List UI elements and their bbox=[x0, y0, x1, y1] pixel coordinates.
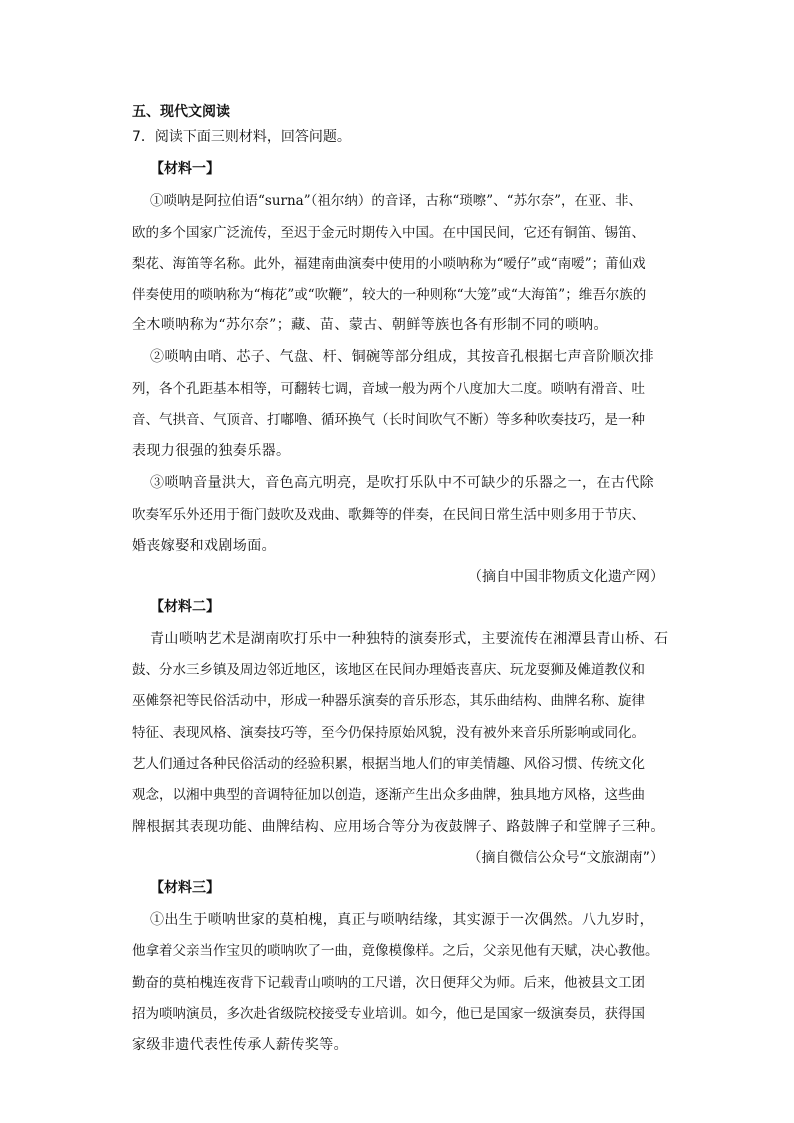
text-line: 观念，以湘中典型的音调特征加以创造，逐渐产生出众多曲牌，独具地方风格，这些曲 bbox=[132, 787, 645, 803]
text-line: 表现力很强的独奏乐器。 bbox=[132, 443, 291, 459]
text-line: 招为唢呐演员，多次赴省级院校接受专业培训。如今，他已是国家一级演奏员，获得国 bbox=[132, 1006, 645, 1022]
material2-source: （摘自微信公众号“文旅湖南”） bbox=[467, 850, 664, 866]
text-line: 伴奏使用的唢呐称为“梅花”或“吹鞭”，较大的一种则称“大笼”或“大海笛”；维吾尔族的 bbox=[132, 287, 647, 303]
text-line: 勤奋的莫柏槐连夜背下记载青山唢呐的工尺谱，次日便拜父为师。后来，他被县文工团 bbox=[132, 975, 645, 991]
text-line: 青山唢呐艺术是湖南吹打乐中一种独特的演奏形式，主要流传在湘潭县青山桥、石 bbox=[150, 631, 669, 647]
text-line: 鼓、分水三乡镇及周边邻近地区，该地区在民间办理婚丧喜庆、玩龙耍狮及傩道教仪和 bbox=[132, 662, 645, 678]
text-line: ③唢呐音量洪大，音色高亢明亮，是吹打乐队中不可缺少的乐器之一，在古代除 bbox=[150, 475, 654, 491]
text-line: 艺人们通过各种民俗活动的经验积累，根据当地人们的审美情趣、风俗习惯、传统文化 bbox=[132, 756, 645, 772]
text-line: 梨花、海笛等名称。此外，福建南曲演奏中使用的小唢呐称为“嗳仔”或“南嗳”；莆仙戏 bbox=[132, 256, 646, 272]
material1-source: （摘自中国非物质文化遗产网） bbox=[468, 569, 664, 585]
text-line: 牌根据其表现功能、曲牌结构、应用场合等分为夜鼓牌子、路鼓牌子和堂牌子三种。 bbox=[132, 819, 665, 835]
text-line: 他拿着父亲当作宝贝的唢呐吹了一曲，竟像模像样。之后，父亲见他有天赋，决心教他。 bbox=[132, 943, 659, 959]
text-line: 吹奏军乐外还用于衙门鼓吹及戏曲、歌舞等的伴奏，在民间日常生活中则多用于节庆、 bbox=[132, 507, 645, 523]
material2-title: 【材料二】 bbox=[150, 599, 220, 615]
material3-title: 【材料三】 bbox=[150, 880, 220, 896]
text-line: ①唢呐是阿拉伯语“surna”（祖尔纳）的音译，古称“琐嚓”、“苏尔奈”，在亚、非、 bbox=[150, 193, 642, 209]
text-line: 列，各个孔距基本相等，可翻转七调，音域一般为两个八度加大二度。唢呐有滑音、吐 bbox=[132, 381, 645, 397]
question-prompt: 7．阅读下面三则材料，回答问题。 bbox=[132, 129, 351, 145]
text-line: ①出生于唢呐世家的莫柏槐，真正与唢呐结缘，其实源于一次偶然。八九岁时， bbox=[150, 912, 654, 928]
text-line: 音、气拱音、气顶音、打嘟噜、循环换气（长时间吹气不断）等多种吹奏技巧，是一种 bbox=[132, 412, 645, 428]
text-line: ②唢呐由哨、芯子、气盘、杆、铜碗等部分组成，其按音孔根据七声音阶顺次排 bbox=[150, 349, 654, 365]
material1-title: 【材料一】 bbox=[150, 161, 220, 177]
text-line: 家级非遗代表性传承人薪传奖等。 bbox=[132, 1037, 348, 1053]
section-heading: 五、现代文阅读 bbox=[132, 104, 230, 120]
text-line: 欧的多个国家广泛流传，至迟于金元时期传入中国。在中国民间，它还有铜笛、锡笛、 bbox=[132, 225, 645, 241]
text-line: 婚丧嫁娶和戏剧场面。 bbox=[132, 538, 276, 554]
text-line: 全木唢呐称为“苏尔奈”；藏、苗、蒙古、朝鲜等族也各有形制不同的唢呐。 bbox=[132, 317, 608, 333]
text-line: 特征、表现风格、演奏技巧等，至今仍保持原始风貌，没有被外来音乐所影响或同化。 bbox=[132, 725, 645, 741]
text-line: 巫傩祭祀等民俗活动中，形成一种器乐演奏的音乐形态，其乐曲结构、曲牌名称、旋律 bbox=[132, 693, 645, 709]
